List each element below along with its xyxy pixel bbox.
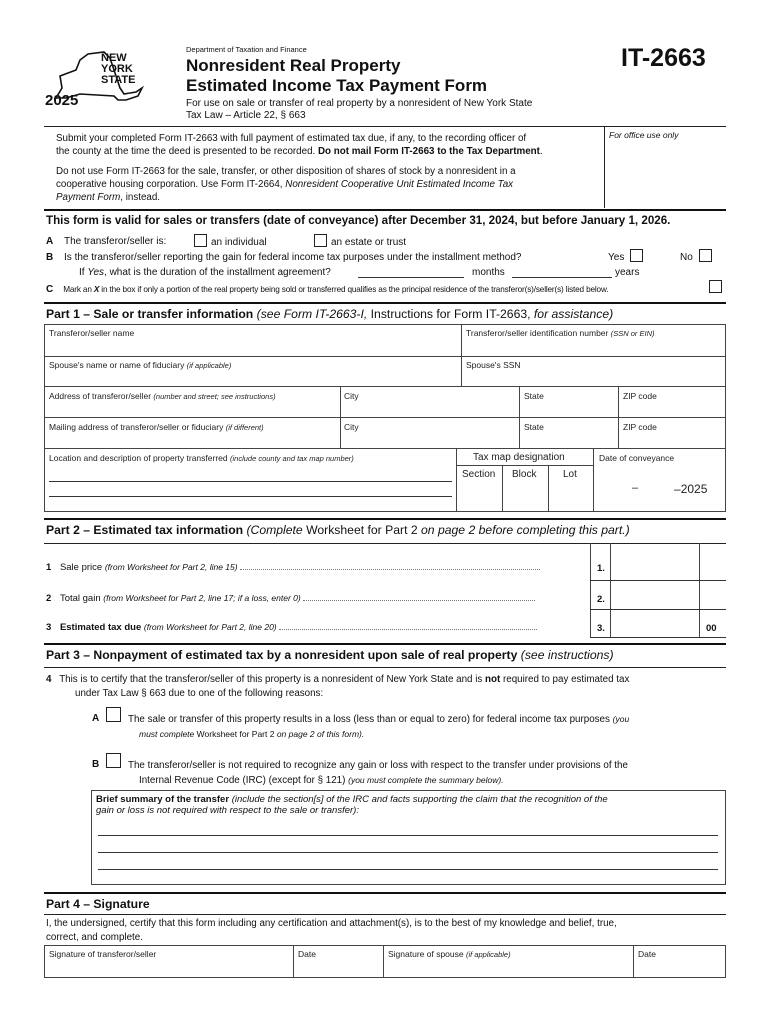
- state-logo-text: NEW YORK STATE: [101, 52, 136, 86]
- block-label: Block: [512, 469, 537, 480]
- tax-map-block-field[interactable]: [502, 465, 549, 512]
- months-label: months: [472, 267, 505, 278]
- divider: [44, 302, 726, 304]
- line4-certification: 4 This is to certify that the transferor/seller of this property is a nonresident of New York State and is not required to pay estimated tax under Tax Law § 663 due to one of the following reasons:: [46, 674, 630, 699]
- valid-notice: This form is valid for sales or transfers (date of conveyance) after December 31, 2024, but before January 1, 2026.: [46, 214, 671, 227]
- estate-trust-checkbox[interactable]: [314, 234, 327, 247]
- transferor-id-field[interactable]: [461, 324, 726, 357]
- state-field[interactable]: [519, 386, 619, 418]
- mailing-city-field[interactable]: [340, 417, 520, 449]
- tax-map-lot-field[interactable]: [548, 465, 594, 512]
- property-location-line: [49, 496, 452, 497]
- line1-label: 1 Sale price (from Worksheet for Part 2, line 15): [46, 562, 540, 573]
- zip-label: ZIP code: [623, 391, 657, 401]
- installment-duration-label: If Yes, what is the duration of the installment agreement?: [79, 267, 331, 278]
- form-year: 2025: [45, 92, 79, 109]
- no-label: No: [680, 252, 693, 263]
- row-divider: [590, 609, 726, 610]
- spouse-ssn-label: Spouse's SSN: [466, 360, 521, 370]
- transfer-summary-label: Brief summary of the transfer (include the section[s] of the IRC and facts supporting the claim that the recognition of the gain or loss is not required with respect to the sale or transfer):: [96, 794, 608, 816]
- transferor-signature-label: Signature of transferor/seller: [49, 949, 157, 959]
- lot-label: Lot: [563, 469, 577, 480]
- divider: [44, 914, 726, 915]
- date-year: –2025: [674, 482, 708, 496]
- date-label: Date: [298, 949, 316, 959]
- divider: [44, 209, 726, 211]
- spouse-name-label: Spouse's name or name of fiduciary (if applicable): [49, 360, 232, 370]
- zip-field[interactable]: [618, 386, 726, 418]
- part4-title: Part 4 – Signature: [46, 897, 150, 911]
- state-label: State: [524, 422, 544, 432]
- line2-box-number: 2.: [597, 594, 605, 605]
- city-label: City: [344, 391, 359, 401]
- question-a: A The transferor/seller is:: [46, 236, 167, 247]
- form-title: Nonresident Real Property Estimated Income Tax Payment Form: [186, 56, 488, 95]
- address-label: Address of transferor/seller (number and street; see instructions): [49, 391, 276, 401]
- form-subtitle: For use on sale or transfer of real property by a nonresident of New York State Tax Law – Article 22, § 663: [186, 98, 533, 121]
- conveyance-date-field[interactable]: [593, 448, 726, 512]
- form-number: IT-2663: [621, 44, 706, 72]
- reason-b-text: The transferor/seller is not required to recognize any gain or loss with respect to the transfer under provisions of the Internal Revenue Code (IRC) (except for § 121) (you must complete the summary below).: [128, 760, 628, 786]
- date-label: Date: [638, 949, 656, 959]
- part2-title: Part 2 – Estimated tax information (Complete Worksheet for Part 2 on page 2 before completing this part.): [46, 523, 630, 537]
- office-use-box: [604, 126, 726, 208]
- spouse-ssn-field[interactable]: [461, 356, 726, 387]
- transferor-signature-field[interactable]: [44, 945, 294, 978]
- row-divider: [590, 637, 726, 638]
- divider: [44, 667, 726, 668]
- line3-label: 3 Estimated tax due (from Worksheet for Part 2, line 20): [46, 622, 537, 633]
- line1-box-number: 1.: [597, 563, 605, 574]
- department-name: Department of Taxation and Finance: [186, 45, 307, 54]
- summary-line: [98, 852, 718, 853]
- individual-label: an individual: [211, 237, 267, 248]
- zip-label: ZIP code: [623, 422, 657, 432]
- spouse-signature-field[interactable]: [383, 945, 634, 978]
- property-location-label: Location and description of property transferred (include county and tax map number): [49, 453, 354, 463]
- transferor-name-label: Transferor/seller name: [49, 328, 135, 338]
- line3-box-number: 3.: [597, 623, 605, 634]
- question-b: B Is the transferor/seller reporting the gain for federal income tax purposes under the installment method?: [46, 252, 522, 263]
- yes-label: Yes: [608, 252, 625, 263]
- spouse-name-field[interactable]: [44, 356, 462, 387]
- installment-yes-checkbox[interactable]: [630, 249, 643, 262]
- section-label: Section: [462, 469, 496, 480]
- transferor-name-field[interactable]: [44, 324, 462, 357]
- reason-a-checkbox[interactable]: [106, 707, 121, 722]
- amount-column[interactable]: [610, 543, 700, 637]
- line3-cents: 00: [706, 623, 717, 634]
- reason-b-letter: B: [92, 759, 100, 770]
- state-label: State: [524, 391, 544, 401]
- city-field[interactable]: [340, 386, 520, 418]
- property-location-line: [49, 481, 452, 482]
- summary-line: [98, 869, 718, 870]
- office-use-label: For office use only: [609, 130, 679, 140]
- reason-a-text: The sale or transfer of this property results in a loss (less than or equal to zero) for federal income tax purposes (you must complete Worksheet for Part 2 on page 2 of this form).: [128, 714, 630, 739]
- mailing-address-label: Mailing address of transferor/seller or fiduciary (if different): [49, 422, 264, 432]
- line2-label: 2 Total gain (from Worksheet for Part 2, line 17; if a loss, enter 0): [46, 593, 535, 604]
- part3-title: Part 3 – Nonpayment of estimated tax by a nonresident upon sale of real property (see instructions): [46, 648, 614, 662]
- address-field[interactable]: [44, 386, 341, 418]
- installment-no-checkbox[interactable]: [699, 249, 712, 262]
- part1-title: Part 1 – Sale or transfer information (see Form IT-2663-I, Instructions for Form IT-2663, for assistance): [46, 307, 614, 321]
- spouse-date-field[interactable]: [633, 945, 726, 978]
- reason-a-letter: A: [92, 713, 100, 724]
- estate-trust-label: an estate or trust: [331, 237, 407, 248]
- mailing-state-field[interactable]: [519, 417, 619, 449]
- principal-residence-checkbox[interactable]: [709, 280, 722, 293]
- months-input[interactable]: [358, 277, 464, 278]
- divider: [44, 892, 726, 894]
- years-input[interactable]: [512, 277, 612, 278]
- mailing-address-field[interactable]: [44, 417, 341, 449]
- transferor-date-field[interactable]: [293, 945, 384, 978]
- divider: [44, 518, 726, 520]
- mailing-zip-field[interactable]: [618, 417, 726, 449]
- tax-map-section-field[interactable]: [456, 465, 503, 512]
- question-c: C Mark an X in the box if only a portion of the real property being sold or transferred qualifies as the principal residence of the transferor(s)/seller(s) listed below.: [46, 284, 609, 295]
- transferor-id-label: Transferor/seller identification number (SSN or EIN): [466, 328, 655, 338]
- reason-b-checkbox[interactable]: [106, 753, 121, 768]
- years-label: years: [615, 267, 640, 278]
- intro-text: Submit your completed Form IT-2663 with full payment of estimated tax due, if any, to the recording officer of the county at the time the deed is presented to be recorded. Do not mail Form IT-2663 to the Tax Department. Do not use Form IT-2663 for the sale, transfer, or other disposition of shares of stock by a nonresident in a cooperative housing corporation. Use Form IT-2664, Nonresident Cooperative Unit Estimated Income Tax Payment Form, instead.: [56, 133, 543, 203]
- city-label: City: [344, 422, 359, 432]
- tax-map-label: Tax map designation: [473, 452, 565, 463]
- property-location-field[interactable]: [44, 448, 457, 512]
- transfer-summary-box[interactable]: [91, 790, 726, 885]
- divider: [44, 643, 726, 645]
- row-divider: [590, 580, 726, 581]
- spouse-signature-label: Signature of spouse (if applicable): [388, 949, 511, 959]
- individual-checkbox[interactable]: [194, 234, 207, 247]
- certification-text: I, the undersigned, certify that this form including any certification and attachment(s), is to the best of my knowledge and belief, true, correct, and complete.: [46, 918, 617, 943]
- conveyance-date-label: Date of conveyance: [599, 453, 675, 463]
- summary-line: [98, 835, 718, 836]
- date-separator: –: [632, 482, 639, 494]
